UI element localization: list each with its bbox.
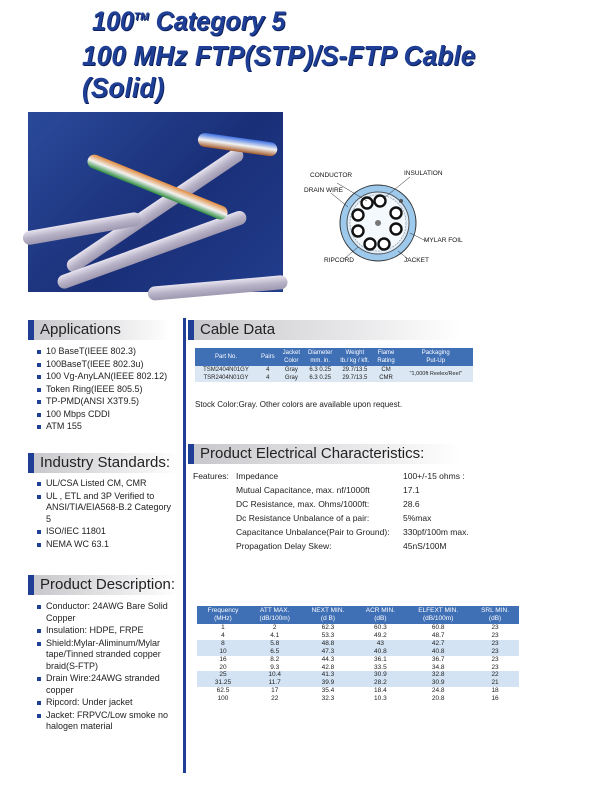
page-title-line2: 100 MHz FTP(STP)/S-FTP Cable (Solid) — [82, 40, 476, 103]
column-header: ELFEXT MIN. (dB/100m) — [405, 606, 471, 624]
cable-photo — [28, 112, 283, 292]
table-header-row — [195, 348, 473, 366]
table-header-row — [197, 606, 519, 624]
page-title-line1: 100™ Category 5 — [92, 6, 286, 36]
spec-value: 100+/-15 ohms : — [403, 471, 465, 481]
column-header: Frequency (MHz) — [197, 606, 249, 624]
list-item: TP-PMD(ANSI X3T9.5) — [36, 396, 181, 408]
industry-standards-list — [36, 478, 176, 551]
spec-value: 28.6 — [403, 499, 420, 509]
cable-cross-section-diagram — [300, 165, 463, 275]
list-item: Ripcord: Under jacket — [36, 697, 176, 709]
table-row: 62.5 17 35.4 18.4 24.8 18 — [216, 687, 499, 695]
list-item: 100BaseT(IEEE 802.3u) — [36, 359, 181, 371]
insulation-label: INSULATION — [404, 170, 443, 177]
list-item: Shield:Mylar-Aliminum/Mylar tape/Tinned stranded copper braid(S-FTP) — [36, 638, 176, 673]
table-row: 1 2 62.3 60.3 60.8 23 — [221, 624, 499, 631]
list-item: 100 Vg-AnyLAN(IEEE 802.12) — [36, 371, 181, 383]
spec-value: 17.1 — [403, 485, 420, 495]
packaging-cell: "1,000ft Reelex/Reel" — [399, 366, 473, 382]
spec-label: Dc Resistance Unbalance of a pair: — [236, 513, 370, 523]
applications-list — [36, 346, 181, 434]
mylar-foil-label: MYLAR FOIL — [424, 237, 463, 244]
column-header: Pairs — [257, 348, 279, 366]
applications-heading: Applications — [34, 320, 170, 340]
spec-label: Impedance — [236, 471, 279, 481]
column-header: Diameter mm. in. — [304, 348, 336, 366]
table-row: 100 22 32.3 10.3 20.8 16 — [217, 695, 499, 703]
list-item: UL , ETL and 3P Verified to ANSI/TIA/EIA568-B.2 Category 5 — [36, 491, 176, 526]
table-row: 20 9.3 42.8 33.5 34.8 23 — [219, 663, 499, 671]
column-header: ATT MAX. (dB/100m) — [249, 606, 300, 624]
column-header: Packaging Put-Up — [399, 348, 473, 366]
list-item: UL/CSA Listed CM, CMR — [36, 478, 176, 490]
list-item: Token Ring(IEEE 805.5) — [36, 384, 181, 396]
conductor-label: CONDUCTOR — [310, 172, 353, 179]
table-row: 10 6.5 47.3 40.8 40.8 23 — [197, 648, 519, 656]
list-item: ISO/IEC 11801 — [36, 526, 176, 538]
electrical-heading: Product Electrical Characteristics: — [194, 444, 462, 464]
table-row: TSR2404N01GY 4 Gray 6.3 0.25 29.7/13.5 CMR — [195, 374, 473, 382]
column-header: Jacket Color — [279, 348, 304, 366]
cable-data-heading: Cable Data — [194, 320, 460, 340]
spec-label: Capacitance Unbalance(Pair to Ground): — [236, 527, 390, 537]
list-item: Conductor: 24AWG Bare Solid Copper — [36, 601, 176, 624]
column-header: Weight lb./ kg / kft. — [336, 348, 373, 366]
column-header: SRL MIN. (dB) — [471, 606, 519, 624]
table-row: 8 5.8 48.8 43 42.7 23 — [197, 640, 519, 648]
spec-label: Propagation Delay Skew: — [236, 541, 332, 551]
spec-value: 45nS/100M — [403, 541, 447, 551]
cable-data-table — [195, 348, 473, 382]
spec-value: 330pf/100m max. — [403, 527, 469, 537]
list-item: ATM 155 — [36, 421, 181, 433]
ripcord-label: RIPCORD — [324, 257, 354, 264]
table-row: 4 4.1 53.3 49.2 48.7 23 — [221, 631, 499, 639]
table-row: TSM2404N01GY 4 Gray 6.3 0.25 29.7/13.5 CM "1,000ft Reelex/Reel" — [195, 366, 473, 374]
column-header: ACR MIN. (dB) — [355, 606, 405, 624]
industry-standards-heading: Industry Standards: — [34, 453, 178, 473]
list-item: Drain Wire:24AWG stranded copper — [36, 673, 176, 696]
jacket-label: JACKET — [404, 257, 429, 264]
spec-label: Mutual Capacitance, max. nf/1000ft — [236, 485, 370, 495]
spec-label: DC Resistance, max. Ohms/1000ft: — [236, 499, 370, 509]
list-item: Insulation: HDPE, FRPE — [36, 625, 176, 637]
drain-wire-label: DRAIN WIRE — [304, 187, 343, 194]
table-row: 16 8.2 44.3 36.1 36.7 23 — [219, 655, 499, 663]
column-header: NEXT MIN. (d B) — [300, 606, 355, 624]
product-description-heading: Product Description: — [34, 575, 178, 595]
spec-value: 5%max — [403, 513, 432, 523]
list-item: 10 BaseT(IEEE 802.3) — [36, 346, 181, 358]
electrical-performance-table — [197, 606, 519, 703]
stock-color-note: Stock Color:Gray. Other colors are available upon request. — [195, 400, 403, 409]
features-label: Features: — [193, 471, 229, 481]
column-header: Part No. — [195, 348, 257, 366]
product-description-list — [36, 601, 176, 734]
column-header: Flame Rating — [373, 348, 398, 366]
list-item: Jacket: FRPVC/Low smoke no halogen material — [36, 710, 176, 733]
list-item: 100 Mbps CDDI — [36, 409, 181, 421]
list-item: NEMA WC 63.1 — [36, 539, 176, 551]
table-row: 31.25 11.7 39.9 28.2 30.9 21 — [197, 679, 519, 687]
section-divider — [183, 318, 186, 773]
table-row: 25 10.4 41.3 30.9 32.8 22 — [197, 671, 519, 679]
